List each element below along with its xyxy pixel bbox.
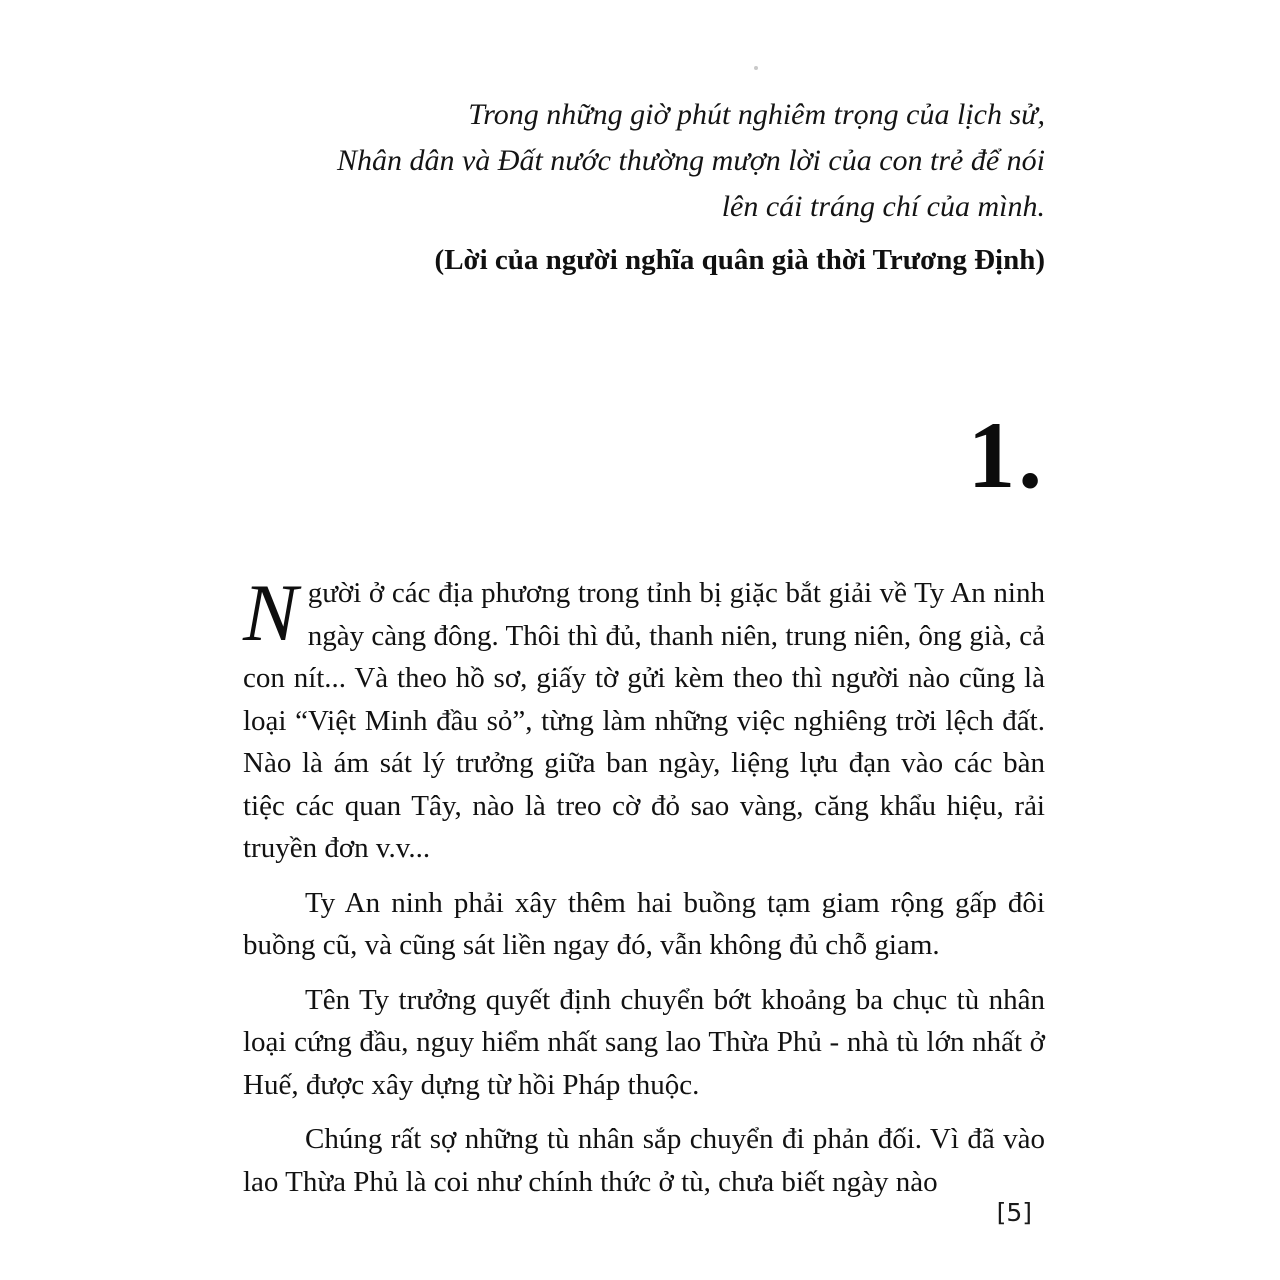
chapter-number: 1.: [967, 402, 1045, 508]
paragraph: [243, 567, 1045, 870]
page-content: [243, 92, 1045, 1215]
drop-cap: N: [243, 567, 298, 658]
chapter-body: [243, 567, 1045, 1203]
epigraph-line: lên cái tráng chí của mình.: [721, 190, 1045, 223]
epigraph-line: Nhân dân và Đất nước thường mượn lời của con trẻ để nói: [336, 144, 1045, 177]
epigraph-attribution: (Lời của người nghĩa quân già thời Trương Định): [434, 244, 1045, 276]
epigraph: [243, 92, 1045, 230]
paragraph: Tên Ty trưởng quyết định chuyển bớt khoảng ba chục tù nhân loại cứng đầu, nguy hiểm nhất sang lao Thừa Phủ - nhà tù lớn nhất ở Huế, được xây dựng từ hồi Pháp thuộc.: [243, 983, 1045, 1101]
page-number: [5]: [996, 1198, 1032, 1227]
paragraph: Ty An ninh phải xây thêm hai buồng tạm giam rộng gấp đôi buồng cũ, và cũng sát liền ngay đó, vẫn không đủ chỗ giam.: [243, 886, 1045, 961]
scan-artifact-speck: [754, 66, 758, 70]
paragraph: Chúng rất sợ những tù nhân sắp chuyển đi phản đối. Vì đã vào lao Thừa Phủ là coi như chính thức ở tù, chưa biết ngày nào: [243, 1123, 1045, 1198]
epigraph-line: Trong những giờ phút nghiêm trọng của lịch sử,: [468, 98, 1045, 131]
paragraph-text: gười ở các địa phương trong tỉnh bị giặc bắt giải về Ty An ninh ngày càng đông. Thôi thì đủ, thanh niên, trung niên, ông già, cả con nít... Và theo hồ sơ, giấy tờ gửi kèm theo thì người nào cũng là loại “Việt Minh đầu sỏ”, từng làm những việc nghiêng trời lệch đất. Nào là ám sát lý trưởng giữa ban ngày, liệng lựu đạn vào các bàn tiệc các quan Tây, nào là treo cờ đỏ sao vàng, căng khẩu hiệu, rải truyền đơn v.v...: [243, 577, 1045, 864]
